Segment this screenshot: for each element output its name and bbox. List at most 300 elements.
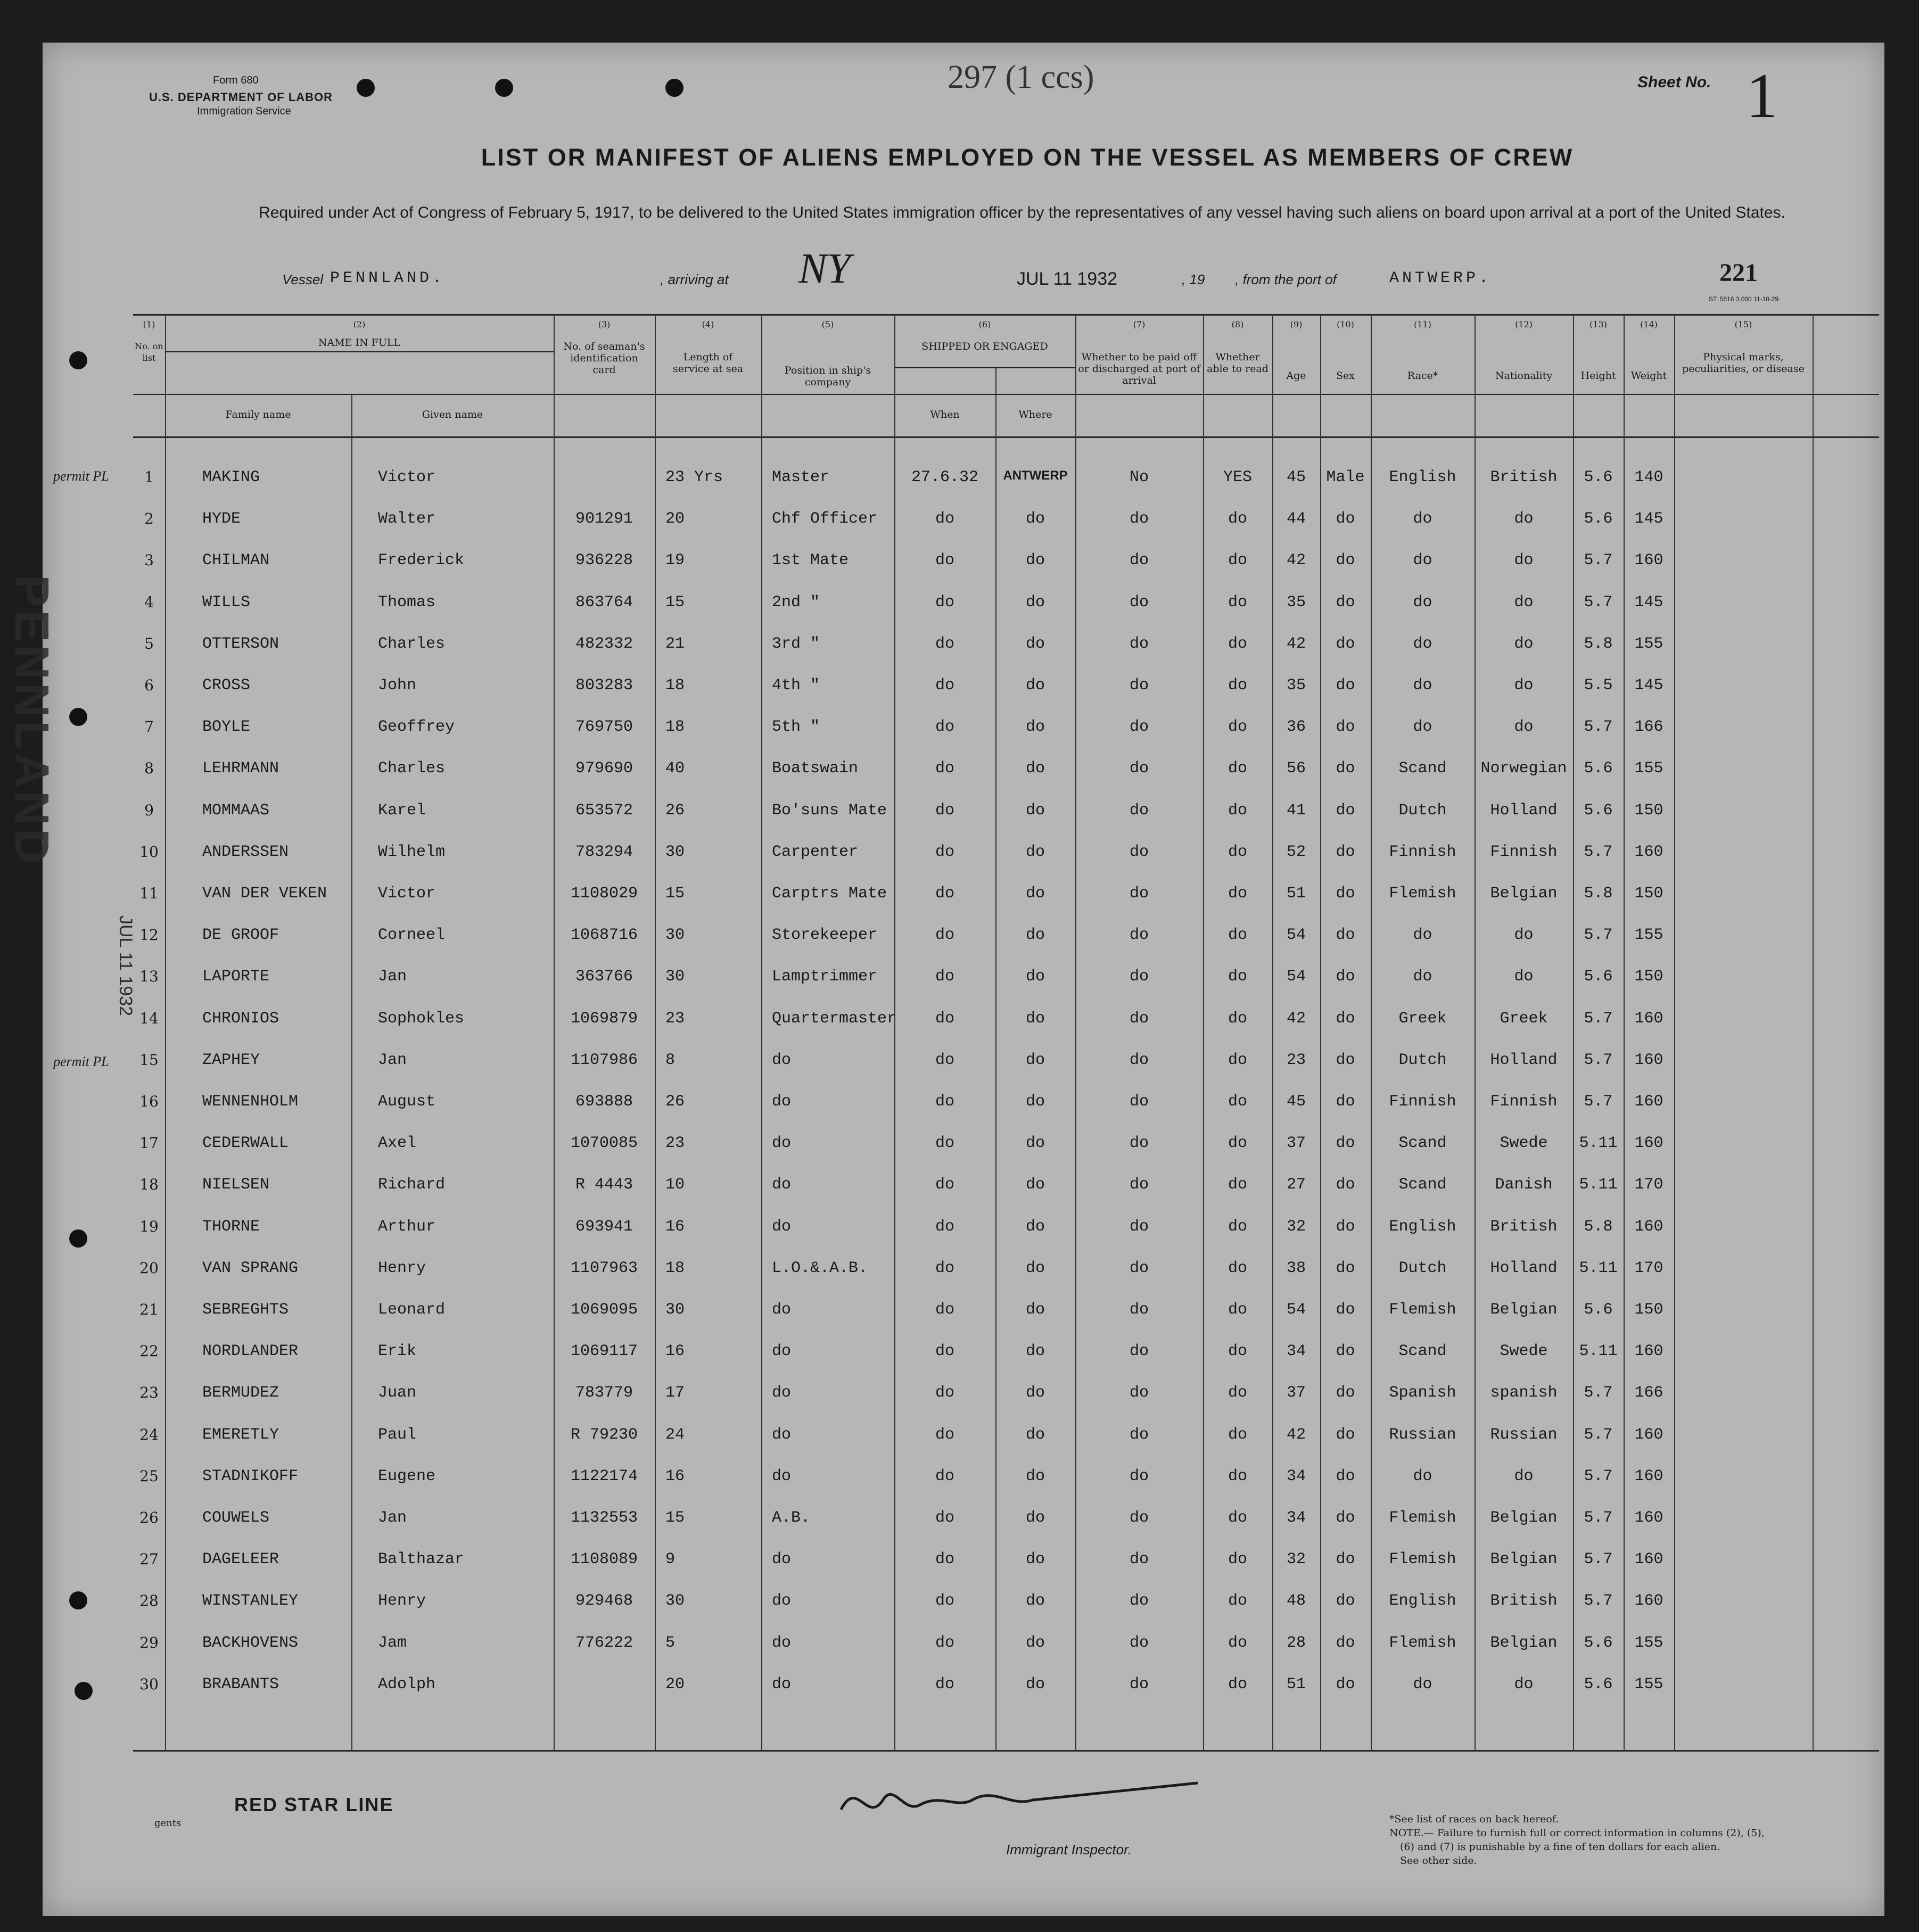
cell-row-number: 10 bbox=[139, 843, 159, 861]
arriving-label: , arriving at bbox=[660, 271, 729, 287]
cell-shipped-where: do bbox=[1025, 1633, 1045, 1652]
cell-given-name: Leonard bbox=[378, 1301, 446, 1319]
cell-row-number: 14 bbox=[139, 1009, 159, 1027]
cell-able-to-read: do bbox=[1228, 1301, 1247, 1319]
cell-height: 5.7 bbox=[1584, 1550, 1613, 1569]
col-6-header: SHIPPED OR ENGAGED bbox=[921, 341, 1048, 352]
cell-family-name: VAN DER VEKEN bbox=[202, 885, 327, 903]
cell-service-length: 26 bbox=[665, 1093, 685, 1111]
cell-shipped-when: do bbox=[935, 1509, 954, 1527]
cell-age: 51 bbox=[1286, 885, 1306, 903]
cell-height: 5.7 bbox=[1584, 1051, 1613, 1069]
cell-weight: 145 bbox=[1634, 510, 1663, 529]
cell-ship-position: L.O.&.A.B. bbox=[772, 1259, 868, 1277]
cell-age: 45 bbox=[1286, 1093, 1306, 1111]
cell-age: 27 bbox=[1286, 1176, 1306, 1194]
cell-race: do bbox=[1413, 1467, 1432, 1485]
cell-shipped-when: do bbox=[935, 1134, 954, 1153]
given-name-header: Given name bbox=[422, 409, 483, 420]
col-5-header: Position in ship's company bbox=[784, 365, 871, 388]
cell-age: 36 bbox=[1286, 718, 1306, 737]
cell-age: 28 bbox=[1286, 1633, 1306, 1652]
cell-id-card-number: 863764 bbox=[575, 593, 633, 612]
cell-shipped-where: do bbox=[1025, 1509, 1045, 1527]
cell-service-length: 15 bbox=[665, 593, 685, 612]
cell-shipped-when: do bbox=[935, 634, 954, 653]
punch-hole bbox=[75, 1682, 93, 1700]
cell-paid-off: do bbox=[1129, 885, 1149, 903]
cell-weight: 155 bbox=[1634, 926, 1663, 945]
cell-service-length: 30 bbox=[665, 968, 685, 986]
cell-service-length: 30 bbox=[665, 843, 685, 861]
cell-family-name: WILLS bbox=[202, 593, 251, 612]
cell-race: Flemish bbox=[1389, 1509, 1456, 1527]
cell-paid-off: do bbox=[1129, 1592, 1149, 1611]
cell-nationality: Holland bbox=[1490, 1259, 1558, 1277]
cell-nationality: do bbox=[1514, 968, 1534, 986]
cell-nationality: do bbox=[1514, 1675, 1534, 1694]
margin-vessel-stamp: PENNLAND bbox=[5, 575, 58, 867]
cell-given-name: Wilhelm bbox=[378, 843, 446, 861]
cell-race: Greek bbox=[1398, 1009, 1447, 1028]
punch-hole bbox=[665, 79, 683, 97]
cell-shipped-when: do bbox=[935, 968, 954, 986]
col-7-number: (7) bbox=[1133, 319, 1146, 329]
cell-id-card-number: 776222 bbox=[575, 1633, 633, 1652]
cell-age: 56 bbox=[1286, 759, 1306, 778]
cell-nationality: Holland bbox=[1490, 801, 1558, 820]
cell-id-card-number: 929468 bbox=[575, 1592, 633, 1611]
col-10-number: (10) bbox=[1337, 319, 1354, 329]
cell-age: 34 bbox=[1286, 1509, 1306, 1527]
cell-weight: 145 bbox=[1634, 593, 1663, 612]
cell-shipped-where: do bbox=[1025, 1259, 1045, 1277]
cell-paid-off: do bbox=[1129, 1051, 1149, 1069]
cell-family-name: STADNIKOFF bbox=[202, 1467, 299, 1485]
cell-family-name: NORDLANDER bbox=[202, 1342, 299, 1361]
cell-given-name: Richard bbox=[378, 1176, 446, 1194]
cell-shipped-when: do bbox=[935, 676, 954, 695]
cell-paid-off: do bbox=[1129, 1550, 1149, 1569]
cell-shipped-when: do bbox=[935, 593, 954, 612]
cell-height: 5.7 bbox=[1584, 1425, 1613, 1444]
cell-race: Scand bbox=[1398, 1134, 1447, 1153]
cell-paid-off: do bbox=[1129, 1093, 1149, 1111]
cell-age: 32 bbox=[1286, 1550, 1306, 1569]
cell-family-name: DAGELEER bbox=[202, 1550, 279, 1569]
cell-height: 5.6 bbox=[1584, 1301, 1613, 1319]
cell-given-name: Walter bbox=[378, 510, 436, 529]
cell-height: 5.7 bbox=[1584, 1009, 1613, 1028]
cell-service-length: 21 bbox=[665, 634, 685, 653]
cell-id-card-number: R 4443 bbox=[575, 1176, 633, 1194]
cell-given-name: Sophokles bbox=[378, 1009, 465, 1028]
cell-race: do bbox=[1413, 926, 1432, 945]
cell-row-number: 17 bbox=[139, 1134, 159, 1152]
table-top-rule bbox=[133, 314, 1879, 316]
cell-service-length: 30 bbox=[665, 1592, 685, 1611]
col-divider bbox=[655, 314, 656, 1751]
cell-sex: do bbox=[1336, 1093, 1355, 1111]
cell-paid-off: do bbox=[1129, 718, 1149, 737]
cell-shipped-where: do bbox=[1025, 1384, 1045, 1402]
cell-ship-position: Storekeeper bbox=[772, 926, 878, 945]
cell-row-number: 25 bbox=[139, 1467, 159, 1485]
cell-service-length: 30 bbox=[665, 926, 685, 945]
cell-paid-off: do bbox=[1129, 593, 1149, 612]
cell-paid-off: do bbox=[1129, 1301, 1149, 1319]
cell-able-to-read: do bbox=[1228, 1176, 1247, 1194]
cell-race: Flemish bbox=[1389, 1633, 1456, 1652]
cell-nationality: do bbox=[1514, 1467, 1534, 1485]
cell-service-length: 23 Yrs bbox=[665, 468, 723, 486]
cell-row-number: 21 bbox=[139, 1301, 159, 1318]
cell-weight: 150 bbox=[1634, 801, 1663, 820]
inspector-label: Immigrant Inspector. bbox=[1006, 1842, 1132, 1857]
cell-nationality: spanish bbox=[1490, 1384, 1558, 1402]
cell-shipped-when: do bbox=[935, 885, 954, 903]
footnote-races: *See list of races on back hereof. bbox=[1389, 1813, 1559, 1825]
service-label: Immigration Service bbox=[197, 105, 291, 117]
punch-hole bbox=[69, 351, 87, 369]
cell-id-card-number: 1068716 bbox=[570, 926, 638, 945]
cell-height: 5.7 bbox=[1584, 551, 1613, 570]
arriving-port: NY bbox=[798, 245, 851, 292]
cell-given-name: August bbox=[378, 1093, 436, 1111]
cell-able-to-read: do bbox=[1228, 1384, 1247, 1402]
cell-ship-position: 5th " bbox=[772, 718, 820, 737]
cell-weight: 155 bbox=[1634, 1675, 1663, 1694]
cell-given-name: Eugene bbox=[378, 1467, 436, 1485]
col-divider bbox=[165, 314, 166, 1751]
col-1-header: No. on list bbox=[135, 341, 163, 363]
cell-able-to-read: do bbox=[1228, 1093, 1247, 1111]
cell-nationality: British bbox=[1490, 1217, 1558, 1236]
cell-sex: do bbox=[1336, 1301, 1355, 1319]
cell-ship-position: do bbox=[772, 1467, 792, 1485]
cell-shipped-where: do bbox=[1025, 1134, 1045, 1153]
cell-sex: do bbox=[1336, 1509, 1355, 1527]
cell-sex: do bbox=[1336, 968, 1355, 986]
cell-height: 5.7 bbox=[1584, 1467, 1613, 1485]
cell-race: do bbox=[1413, 634, 1432, 653]
col-divider bbox=[554, 314, 555, 1751]
cell-weight: 150 bbox=[1634, 1301, 1663, 1319]
col-divider bbox=[761, 314, 762, 1751]
cell-family-name: EMERETLY bbox=[202, 1425, 279, 1444]
cell-shipped-when: do bbox=[935, 1217, 954, 1236]
cell-weight: 160 bbox=[1634, 1425, 1663, 1444]
col-14-header: Weight bbox=[1630, 370, 1667, 382]
cell-service-length: 10 bbox=[665, 1176, 685, 1194]
col-9-header: Age bbox=[1286, 370, 1306, 382]
cell-shipped-when: do bbox=[935, 1675, 954, 1694]
cell-nationality: British bbox=[1490, 468, 1558, 486]
cell-ship-position: do bbox=[772, 1550, 792, 1569]
cell-id-card-number: 1069117 bbox=[570, 1342, 638, 1361]
cell-nationality: Swede bbox=[1500, 1342, 1548, 1361]
cell-height: 5.7 bbox=[1584, 1384, 1613, 1402]
cell-sex: do bbox=[1336, 1592, 1355, 1611]
cell-race: Dutch bbox=[1398, 1259, 1447, 1277]
cell-able-to-read: do bbox=[1228, 634, 1247, 653]
cell-service-length: 23 bbox=[665, 1009, 685, 1028]
cell-shipped-where: do bbox=[1025, 1217, 1045, 1236]
cell-sex: do bbox=[1336, 1384, 1355, 1402]
cell-shipped-where: do bbox=[1025, 1051, 1045, 1069]
cell-family-name: MAKING bbox=[202, 468, 260, 486]
col-12-number: (12) bbox=[1515, 319, 1533, 329]
cell-service-length: 16 bbox=[665, 1217, 685, 1236]
cell-ship-position: Carptrs Mate bbox=[772, 885, 887, 903]
cell-shipped-where: do bbox=[1025, 1342, 1045, 1361]
year-label: , 19 bbox=[1182, 271, 1205, 287]
cell-nationality: Norwegian bbox=[1480, 759, 1567, 778]
cell-ship-position: Boatswain bbox=[772, 759, 859, 778]
cell-weight: 160 bbox=[1634, 1051, 1663, 1069]
cell-height: 5.5 bbox=[1584, 676, 1613, 695]
stamp-number: 221 bbox=[1719, 259, 1758, 287]
header-mid-rule bbox=[133, 394, 1879, 395]
cell-height: 5.11 bbox=[1579, 1342, 1618, 1361]
cell-paid-off: do bbox=[1129, 1009, 1149, 1028]
cell-shipped-where: do bbox=[1025, 510, 1045, 529]
cell-race: English bbox=[1389, 468, 1456, 486]
cell-id-card-number: 783294 bbox=[575, 843, 633, 861]
cell-race: Scand bbox=[1398, 759, 1447, 778]
cell-id-card-number: 1069879 bbox=[570, 1009, 638, 1028]
cell-paid-off: do bbox=[1129, 801, 1149, 820]
cell-given-name: Henry bbox=[378, 1592, 426, 1611]
cell-shipped-where: do bbox=[1025, 1093, 1045, 1111]
cell-shipped-where: do bbox=[1025, 551, 1045, 570]
footnote-note: NOTE.— Failure to furnish full or correct information in columns (2), (5), bbox=[1389, 1827, 1765, 1839]
cell-id-card-number: 803283 bbox=[575, 676, 633, 695]
cell-sex: do bbox=[1336, 885, 1355, 903]
cell-weight: 140 bbox=[1634, 468, 1663, 486]
cell-ship-position: Quartermaster bbox=[772, 1009, 897, 1028]
cell-ship-position: Lamptrimmer bbox=[772, 968, 878, 986]
cell-able-to-read: do bbox=[1228, 968, 1247, 986]
cell-age: 42 bbox=[1286, 1009, 1306, 1028]
cell-paid-off: do bbox=[1129, 551, 1149, 570]
col-2-number: (2) bbox=[353, 319, 366, 329]
pencil-notation: 297 (1 ccs) bbox=[948, 59, 1094, 95]
sheet-number-label: Sheet No. bbox=[1637, 73, 1711, 91]
cell-row-number: 1 bbox=[144, 468, 154, 486]
cell-weight: 160 bbox=[1634, 1217, 1663, 1236]
cell-row-number: 11 bbox=[139, 885, 159, 902]
cell-ship-position: Bo'suns Mate bbox=[772, 801, 887, 820]
cell-family-name: SEBREGHTS bbox=[202, 1301, 289, 1319]
cell-row-number: 28 bbox=[139, 1592, 159, 1610]
cell-sex: do bbox=[1336, 1342, 1355, 1361]
cell-row-number: 4 bbox=[144, 593, 154, 611]
cell-able-to-read: do bbox=[1228, 593, 1247, 612]
cell-age: 42 bbox=[1286, 1425, 1306, 1444]
cell-sex: do bbox=[1336, 1550, 1355, 1569]
cell-given-name: Thomas bbox=[378, 593, 436, 612]
cell-shipped-where: do bbox=[1025, 1592, 1045, 1611]
cell-nationality: Swede bbox=[1500, 1134, 1548, 1153]
vessel-label: Vessel bbox=[282, 271, 324, 287]
cell-able-to-read: do bbox=[1228, 885, 1247, 903]
col-1-number: (1) bbox=[143, 319, 155, 329]
cell-age: 34 bbox=[1286, 1467, 1306, 1485]
cell-paid-off: do bbox=[1129, 1217, 1149, 1236]
cell-paid-off: do bbox=[1129, 1259, 1149, 1277]
cell-paid-off: do bbox=[1129, 1425, 1149, 1444]
cell-sex: do bbox=[1336, 593, 1355, 612]
cell-height: 5.7 bbox=[1584, 1592, 1613, 1611]
where-header: Where bbox=[1018, 409, 1052, 420]
cell-shipped-where: do bbox=[1025, 593, 1045, 612]
cell-paid-off: do bbox=[1129, 634, 1149, 653]
cell-age: 52 bbox=[1286, 843, 1306, 861]
cell-nationality: Belgian bbox=[1490, 1550, 1558, 1569]
cell-id-card-number: 901291 bbox=[575, 510, 633, 529]
cell-paid-off: do bbox=[1129, 926, 1149, 945]
cell-nationality: Finnish bbox=[1490, 843, 1558, 861]
cell-sex: do bbox=[1336, 1259, 1355, 1277]
cell-id-card-number: 1122174 bbox=[570, 1467, 638, 1485]
col-14-number: (14) bbox=[1640, 319, 1658, 329]
col-10-header: Sex bbox=[1336, 370, 1355, 382]
department-label: U.S. DEPARTMENT OF LABOR bbox=[149, 90, 333, 104]
cell-row-number: 19 bbox=[139, 1217, 159, 1235]
col-divider bbox=[1674, 314, 1675, 1751]
cell-race: English bbox=[1389, 1592, 1456, 1611]
cell-service-length: 16 bbox=[665, 1342, 685, 1361]
header-bottom-rule bbox=[133, 436, 1879, 438]
cell-row-number: 5 bbox=[144, 634, 154, 653]
cell-family-name: BERMUDEZ bbox=[202, 1384, 279, 1402]
stamp-code: ST. 5616 3.000 11-10-29 bbox=[1709, 295, 1779, 303]
cell-shipped-when: do bbox=[935, 1009, 954, 1028]
cell-height: 5.8 bbox=[1584, 1217, 1613, 1236]
cell-height: 5.6 bbox=[1584, 1675, 1613, 1694]
name-group-rule bbox=[165, 351, 554, 352]
cell-age: 45 bbox=[1286, 468, 1306, 486]
cell-age: 37 bbox=[1286, 1384, 1306, 1402]
cell-ship-position: 4th " bbox=[772, 676, 820, 695]
col-11-header: Race* bbox=[1407, 370, 1438, 382]
cell-family-name: BACKHOVENS bbox=[202, 1633, 299, 1652]
cell-paid-off: do bbox=[1129, 1342, 1149, 1361]
cell-nationality: do bbox=[1514, 510, 1534, 529]
cell-nationality: Russian bbox=[1490, 1425, 1558, 1444]
cell-race: Scand bbox=[1398, 1176, 1447, 1194]
cell-able-to-read: do bbox=[1228, 759, 1247, 778]
cell-ship-position: 2nd " bbox=[772, 593, 820, 612]
cell-given-name: Balthazar bbox=[378, 1550, 465, 1569]
cell-age: 51 bbox=[1286, 1675, 1306, 1694]
cell-row-number: 9 bbox=[144, 801, 154, 819]
cell-shipped-when: do bbox=[935, 1259, 954, 1277]
cell-sex: do bbox=[1336, 926, 1355, 945]
cell-given-name: John bbox=[378, 676, 417, 695]
col-9-number: (9) bbox=[1290, 319, 1303, 329]
cell-able-to-read: do bbox=[1228, 843, 1247, 861]
cell-race: do bbox=[1413, 676, 1432, 695]
cell-shipped-when: do bbox=[935, 1592, 954, 1611]
cell-sex: do bbox=[1336, 676, 1355, 695]
cell-family-name: MOMMAAS bbox=[202, 801, 270, 820]
cell-weight: 170 bbox=[1634, 1176, 1663, 1194]
cell-able-to-read: do bbox=[1228, 1051, 1247, 1069]
cell-service-length: 24 bbox=[665, 1425, 685, 1444]
cell-nationality: Belgian bbox=[1490, 1509, 1558, 1527]
col-divider bbox=[351, 394, 352, 1751]
cell-service-length: 20 bbox=[665, 510, 685, 529]
cell-row-number: 12 bbox=[139, 926, 159, 944]
col-8-header: Whether able to read bbox=[1207, 351, 1269, 375]
cell-shipped-when: do bbox=[935, 1384, 954, 1402]
col-divider bbox=[1371, 314, 1372, 1751]
cell-family-name: CEDERWALL bbox=[202, 1134, 289, 1153]
punch-hole bbox=[495, 79, 513, 97]
cell-ship-position: do bbox=[772, 1425, 792, 1444]
cell-id-card-number: R 79230 bbox=[570, 1425, 638, 1444]
cell-row-number: 27 bbox=[139, 1550, 159, 1568]
cell-weight: 160 bbox=[1634, 1134, 1663, 1153]
cell-weight: 150 bbox=[1634, 885, 1663, 903]
cell-family-name: DE GROOF bbox=[202, 926, 279, 945]
cell-height: 5.7 bbox=[1584, 1509, 1613, 1527]
cell-shipped-when: do bbox=[935, 926, 954, 945]
cell-given-name: Charles bbox=[378, 634, 446, 653]
cell-sex: Male bbox=[1326, 468, 1365, 486]
cell-given-name: Erik bbox=[378, 1342, 417, 1361]
cell-ship-position: do bbox=[772, 1633, 792, 1652]
cell-ship-position: do bbox=[772, 1051, 792, 1069]
cell-weight: 166 bbox=[1634, 718, 1663, 737]
cell-sex: do bbox=[1336, 1134, 1355, 1153]
cell-row-number: 2 bbox=[144, 510, 154, 528]
col-15-number: (15) bbox=[1734, 319, 1752, 329]
shipped-group-rule bbox=[894, 367, 1075, 368]
cell-height: 5.6 bbox=[1584, 759, 1613, 778]
cell-race: Flemish bbox=[1389, 885, 1456, 903]
cell-age: 34 bbox=[1286, 1342, 1306, 1361]
cell-sex: do bbox=[1336, 1633, 1355, 1652]
col-divider bbox=[1203, 314, 1204, 1751]
cell-weight: 160 bbox=[1634, 843, 1663, 861]
cell-ship-position: 1st Mate bbox=[772, 551, 849, 570]
cell-nationality: do bbox=[1514, 634, 1534, 653]
cell-sex: do bbox=[1336, 1425, 1355, 1444]
cell-sex: do bbox=[1336, 1217, 1355, 1236]
cell-able-to-read: do bbox=[1228, 1342, 1247, 1361]
cell-nationality: Belgian bbox=[1490, 885, 1558, 903]
cell-id-card-number: 1108089 bbox=[570, 1550, 638, 1569]
col-12-header: Nationality bbox=[1495, 370, 1553, 382]
cell-sex: do bbox=[1336, 510, 1355, 529]
cell-given-name: Jam bbox=[378, 1633, 407, 1652]
cell-row-number: 23 bbox=[139, 1384, 159, 1402]
cell-id-card-number: 653572 bbox=[575, 801, 633, 820]
cell-family-name: WINSTANLEY bbox=[202, 1592, 299, 1611]
cell-height: 5.6 bbox=[1584, 968, 1613, 986]
cell-service-length: 23 bbox=[665, 1134, 685, 1153]
cell-able-to-read: do bbox=[1228, 1592, 1247, 1611]
cell-able-to-read: do bbox=[1228, 1633, 1247, 1652]
cell-shipped-where: do bbox=[1025, 801, 1045, 820]
cell-given-name: Charles bbox=[378, 759, 446, 778]
cell-paid-off: do bbox=[1129, 843, 1149, 861]
cell-nationality: do bbox=[1514, 551, 1534, 570]
cell-able-to-read: do bbox=[1228, 1550, 1247, 1569]
